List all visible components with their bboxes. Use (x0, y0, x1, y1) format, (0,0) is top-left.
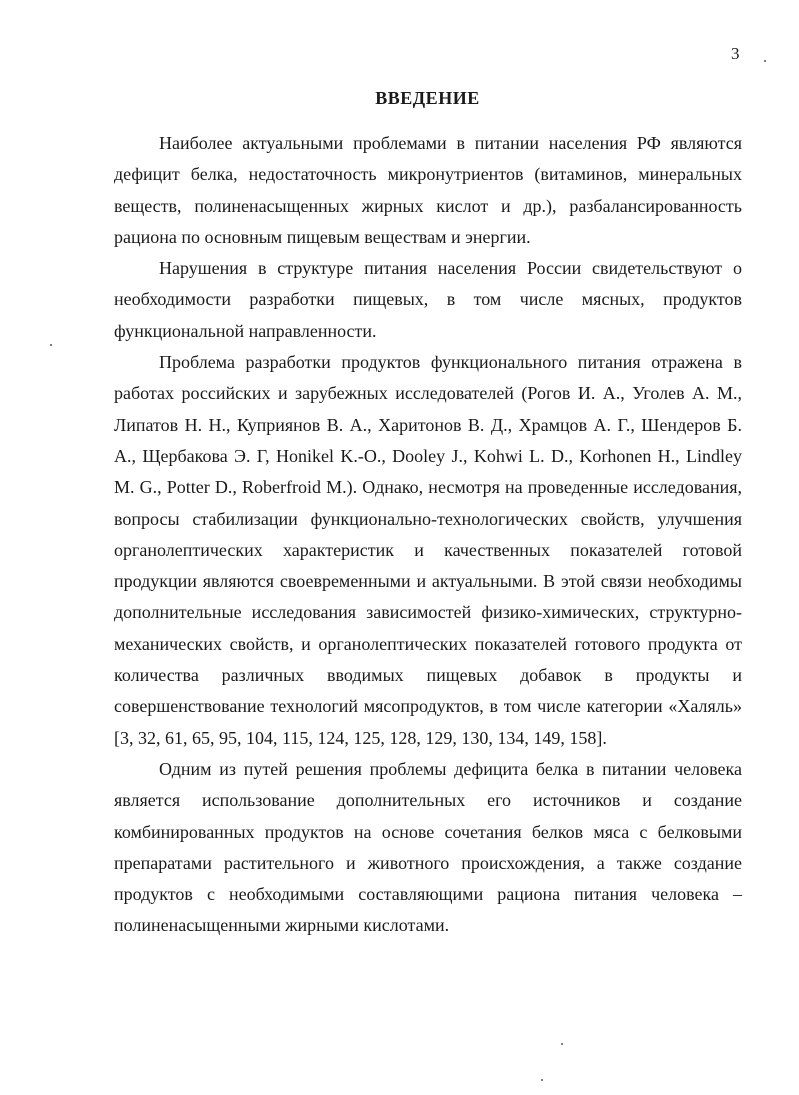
page-number: 3 (731, 44, 740, 63)
page-title: ВВЕДЕНИЕ (375, 88, 480, 108)
scan-speck (561, 1043, 563, 1045)
paragraph-2: Нарушения в структуре питания населения России свидетельствуют о необходимости разработки пищевых, в том числе мясных, продуктов функциональной направленности. (114, 258, 742, 341)
scan-speck (541, 1079, 543, 1081)
scan-speck (764, 60, 766, 62)
scan-speck (50, 344, 52, 346)
paragraph-1: Наиболее актуальными проблемами в питании населения РФ являются дефицит белка, недостаточность микронутриентов (витаминов, минеральных веществ, полиненасыщенных жирных кислот и др.), разбалансированность рациона по основным пищевым веществам и энергии. (114, 133, 742, 247)
paragraph-4: Одним из путей решения проблемы дефицита белка в питании человека является использование дополнительных его источников и создание комбинированных продуктов на основе сочетания белков мяса с белковыми препаратами растительного и животного происхождения, а также создание продуктов с необходимыми составляющими рациона питания человека – полиненасыщенными жирными кислотами. (114, 758, 742, 936)
paragraph-3: Проблема разработки продуктов функционального питания отражена в работах российских и зарубежных исследователей (Рогов И. А., Уголев А. М., Липатов Н. Н., Куприянов В. А., Харитонов В. Д., Храмцов А. Г., Шендеров Б. А., Щербакова Э. Г, Honikel K.-O., Dooley J., Kohwi L. D., Korhonen H., Lindley M. G., Potter D., Roberfroid M.). Однако, несмотря на проведенные исследования, вопросы стабилизации функционально-технологических свойств, улучшения органолептических характеристик и качественных показателей готовой продукции являются своевременными и актуальными. В этой связи необходимы дополнительные исследования зависимостей физико-химических, структурно-механических свойств, и органолептических показателей готового продукта от количества различных вводимых пищевых добавок в продукты и совершенствование технологий мясопродуктов, в том числе категории «Халяль» [3, 32, 61, 65, 95, 104, 115, 124, 125, 128, 129, 130, 134, 149, 158]. (114, 352, 742, 748)
body-text (114, 128, 742, 942)
